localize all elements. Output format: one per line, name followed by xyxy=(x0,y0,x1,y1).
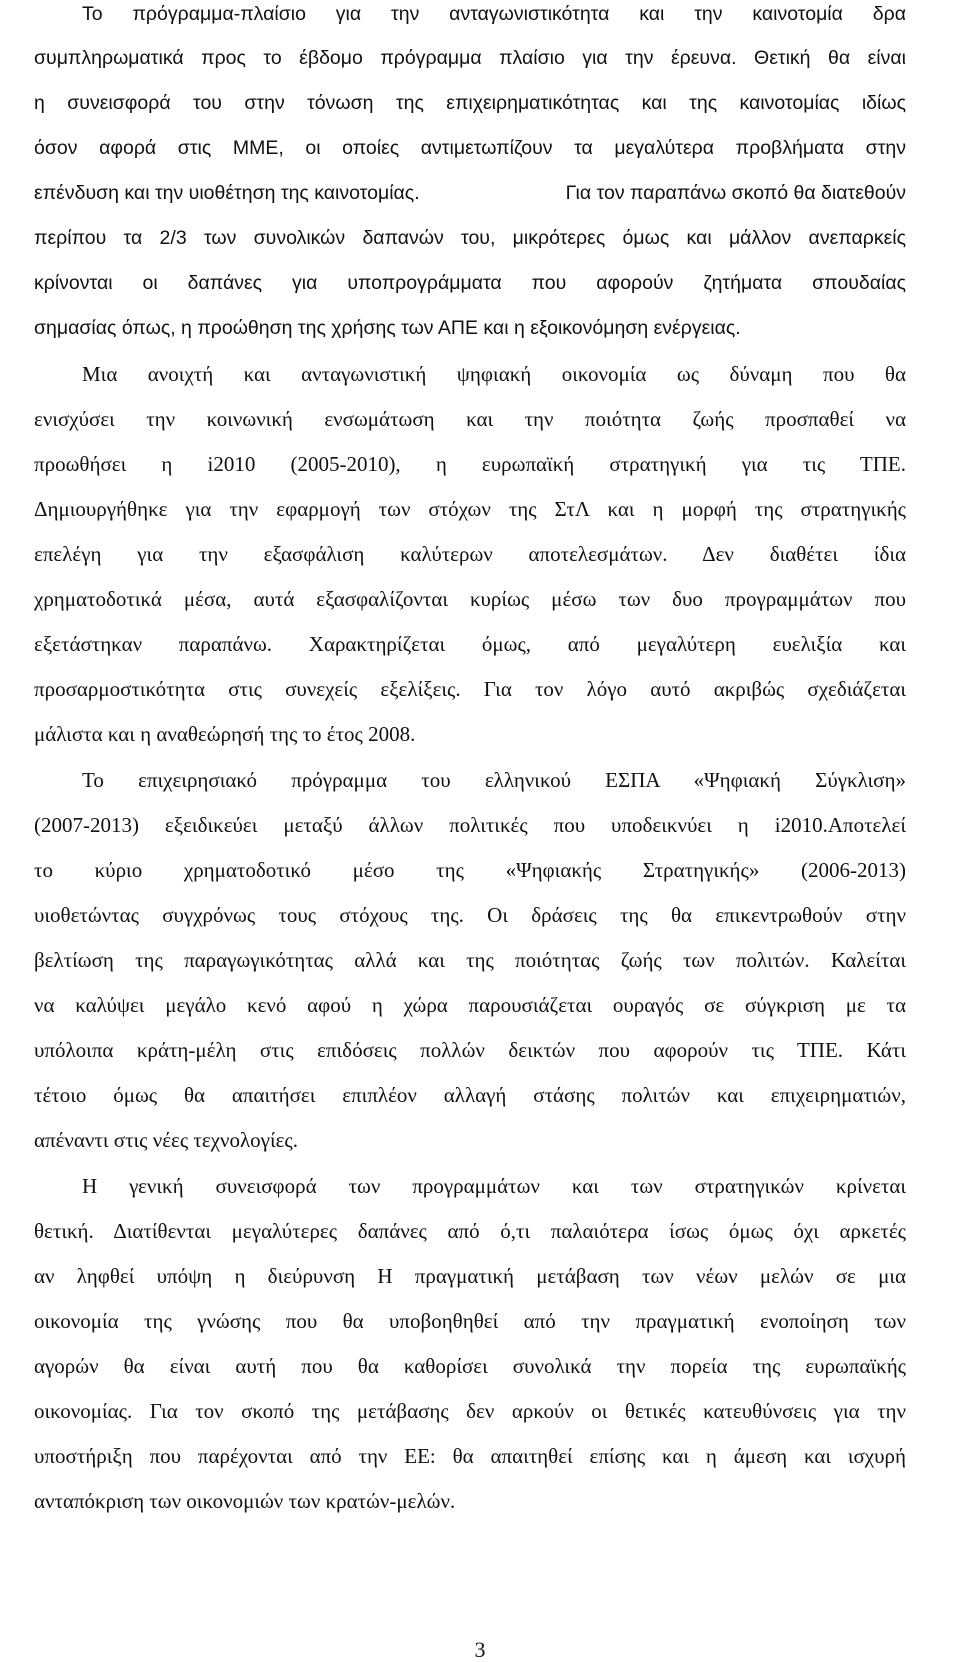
paragraph-line: το κύριο χρηματοδοτικό μέσο της «Ψηφιακής Στρατηγικής» (2006-2013) xyxy=(34,858,906,882)
paragraph-line: επένδυση και την υιοθέτηση της καινοτομίας. xyxy=(34,182,420,204)
paragraph-line: Η γενική συνεισφορά των προγραμμάτων και των στρατηγικών κρίνεται xyxy=(82,1174,906,1198)
paragraph-line: η συνεισφορά του στην τόνωση της επιχειρηματικότητας και της καινοτομίας ιδίως xyxy=(34,92,906,114)
paragraph-line: ανταπόκριση των οικονομιών των κρατών-μελών. xyxy=(34,1489,456,1513)
paragraph-line: χρηματοδοτικά μέσα, αυτά εξασφαλίζονται κυρίως μέσω των δυο προγραμμάτων που xyxy=(34,587,906,611)
paragraph-line: απέναντι στις νέες τεχνολογίες. xyxy=(34,1128,298,1152)
paragraph-line: θετική. Διατίθενται μεγαλύτερες δαπάνες από ό,τι παλαιότερα ίσως όμως όχι αρκετές xyxy=(34,1219,906,1243)
paragraph-line: αν ληφθεί υπόψη η διεύρυνση Η πραγματική μετάβαση των νέων μελών σε μια xyxy=(34,1264,906,1288)
paragraph-line: Για τον παραπάνω σκοπό θα διατεθούν xyxy=(565,182,906,204)
paragraph-line: υπόλοιπα κράτη-μέλη στις επιδόσεις πολλών δεικτών που αφορούν τις ΤΠΕ. Κάτι xyxy=(34,1038,906,1062)
paragraph-line: σημασίας όπως, η προώθηση της χρήσης των ΑΠΕ και η εξοικονόμηση ενέργειας. xyxy=(34,317,741,339)
paragraph-line: Το πρόγραμμα-πλαίσιο για την ανταγωνιστικότητα και την καινοτομία δρα xyxy=(82,3,906,25)
page-number: 3 xyxy=(474,1637,486,1662)
paragraph-line: συμπληρωματικά προς το έβδομο πρόγραμμα πλαίσιο για την έρευνα. Θετική θα είναι xyxy=(34,47,906,69)
paragraph-line: να καλύψει μεγάλο κενό αφού η χώρα παρουσιάζεται ουραγός σε σύγκριση με τα xyxy=(34,993,906,1017)
paragraph-line: Δημιουργήθηκε για την εφαρμογή των στόχων της ΣτΛ και η μορφή της στρατηγικής xyxy=(34,497,906,521)
paragraph-line: οικονομίας. Για τον σκοπό της μετάβασης δεν αρκούν οι θετικές κατευθύνσεις για την xyxy=(34,1399,906,1423)
paragraph-line: όσον αφορά στις ΜΜΕ, οι οποίες αντιμετωπίζουν τα μεγαλύτερα προβλήματα στην xyxy=(34,137,906,159)
paragraph-line: κρίνονται οι δαπάνες για υποπρογράμματα που αφορούν ζητήματα σπουδαίας xyxy=(34,272,906,294)
paragraph-line: περίπου τα 2/3 των συνολικών δαπανών του, μικρότερες όμως και μάλλον ανεπαρκείς xyxy=(34,227,906,249)
paragraph-line: Το επιχειρησιακό πρόγραμμα του ελληνικού ΕΣΠΑ «Ψηφιακή Σύγκλιση» xyxy=(82,768,906,792)
paragraph-line: αγορών θα είναι αυτή που θα καθορίσει συνολικά την πορεία της ευρωπαϊκής xyxy=(34,1354,906,1378)
paragraph-line: (2007-2013) εξειδικεύει μεταξύ άλλων πολιτικές που υποδεικνύει η i2010.Αποτελεί xyxy=(34,813,906,837)
paragraph-line: μάλιστα και η αναθεώρησή της το έτος 2008. xyxy=(34,722,416,746)
paragraph-line: εξετάστηκαν παραπάνω. Χαρακτηρίζεται όμως, από μεγαλύτερη ευελιξία και xyxy=(34,632,906,656)
paragraph-line: ενισχύσει την κοινωνική ενσωμάτωση και την ποιότητα ζωής προσπαθεί να xyxy=(34,407,906,431)
paragraph-line: βελτίωση της παραγωγικότητας αλλά και της ποιότητας ζωής των πολιτών. Καλείται xyxy=(34,948,906,972)
paragraph-line: επελέγη για την εξασφάλιση καλύτερων αποτελεσμάτων. Δεν διαθέτει ίδια xyxy=(34,542,906,566)
paragraph-line: υποστήριξη που παρέχονται από την ΕΕ: θα απαιτηθεί επίσης και η άμεση και ισχυρή xyxy=(34,1444,906,1468)
paragraph-line: τέτοιο όμως θα απαιτήσει επιπλέον αλλαγή στάσης πολιτών και επιχειρηματιών, xyxy=(34,1083,906,1107)
paragraph-line: προωθήσει η i2010 (2005-2010), η ευρωπαϊκή στρατηγική για τις ΤΠΕ. xyxy=(34,452,906,476)
paragraph-line: Μια ανοιχτή και ανταγωνιστική ψηφιακή οικονομία ως δύναμη που θα xyxy=(82,362,906,386)
paragraph-line: προσαρμοστικότητα στις συνεχείς εξελίξεις. Για τον λόγο αυτό ακριβώς σχεδιάζεται xyxy=(34,677,906,701)
paragraph-line: οικονομία της γνώσης που θα υποβοηθηθεί από την πραγματική ενοποίηση των xyxy=(34,1309,906,1333)
paragraph-line: υιοθετώντας συγχρόνως τους στόχους της. Οι δράσεις της θα επικεντρωθούν στην xyxy=(34,903,906,927)
